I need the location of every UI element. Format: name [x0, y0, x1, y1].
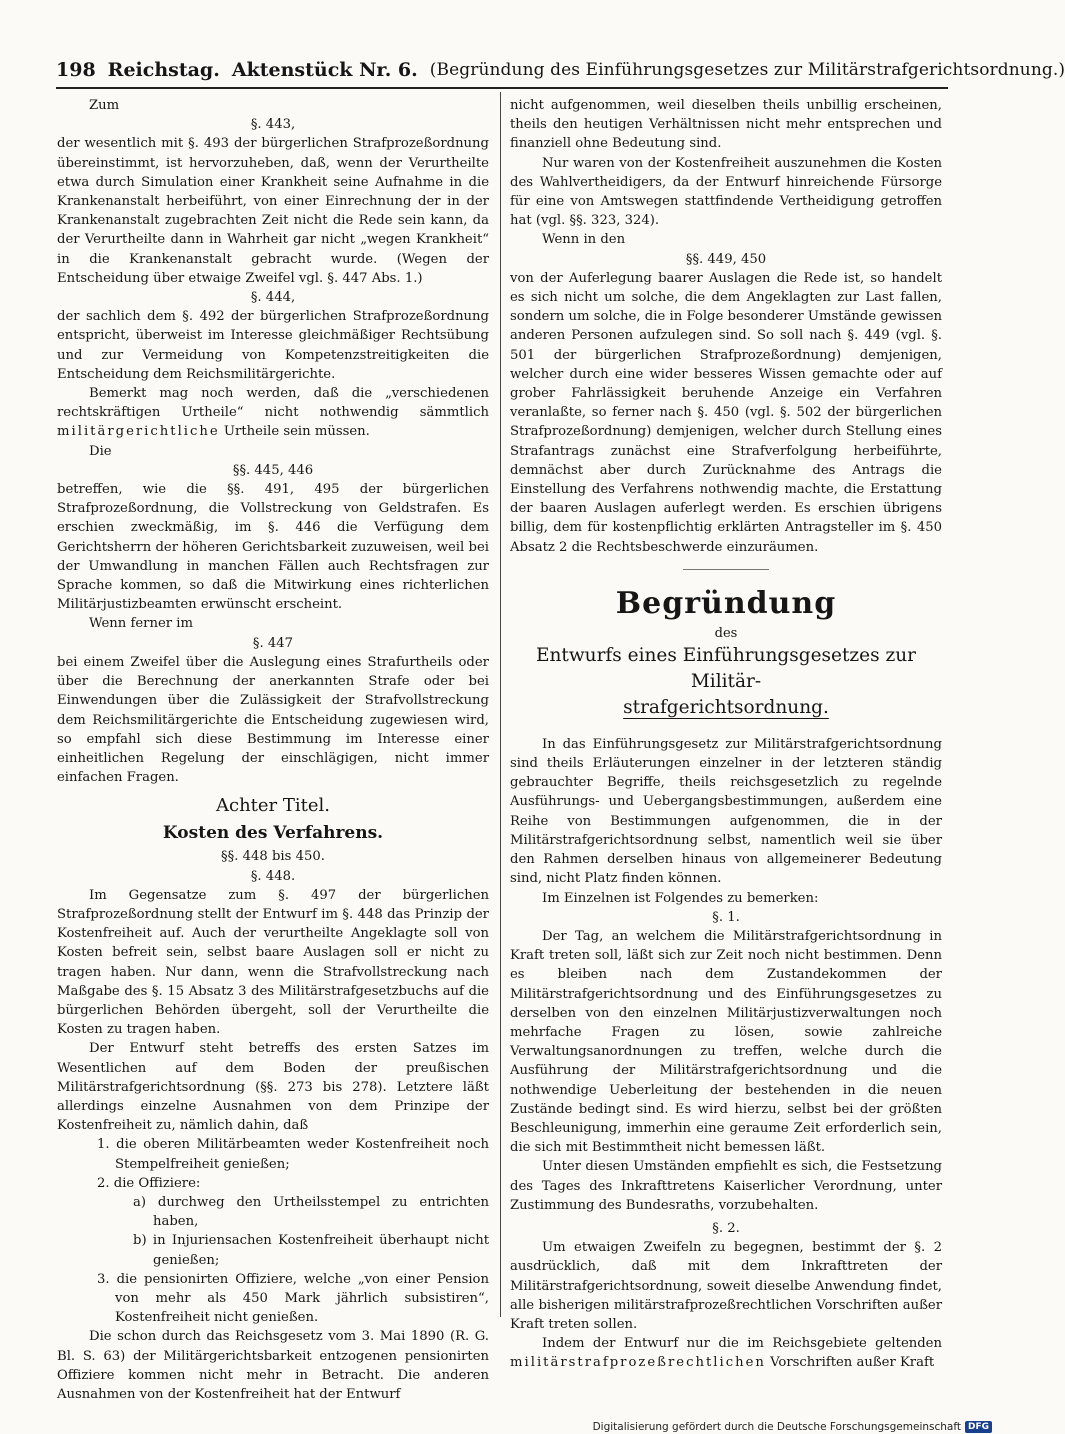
- sub-list-item: a) durchweg den Urtheilsstempel zu entrichten haben,: [133, 1194, 489, 1230]
- digitization-footer: [593, 1420, 992, 1434]
- document-number: Aktenstück Nr. 6.: [231, 59, 418, 81]
- list-item: 2. die Offiziere:: [97, 1175, 201, 1191]
- section-1-heading: §. 1.: [712, 909, 740, 925]
- paragraph-449-intro: Wenn in den: [542, 232, 626, 248]
- publication-name: Reichstag.: [107, 59, 220, 81]
- title-article: des: [714, 625, 738, 641]
- paragraph-443-intro: Zum: [89, 98, 120, 113]
- paragraph-448b: Der Entwurf steht betreffs des ersten Satzes im Wesentlichen auf dem Boden der preußischen Militärstrafgerichtsordnung (§§. 273 bis 278). Letztere läßt allerdings einzelne Ausnahmen von dem Prinzipe der Kostenfreiheit zu, nämlich dahin, daß: [57, 1041, 489, 1134]
- paragraph-intro-1: In das Einführungsgesetz zur Militärstrafgerichtsordnung sind theils Erläuterungen einzelner in der letzteren ständig gebrauchter Begriffe, theils reichsgesetzlich zu regelnde Ausführungs- und Uebergangsbestimmungen, außerdem eine Reihe von Bestimmungen aufgenommen, die in der Militärstrafgerichtsordnung selbst, namentlich weil sie über den Rahmen derselben hinaus von allgemeinerer Bedeutung sind, nicht Platz finden können.: [510, 736, 942, 887]
- paragraph-445-intro: Die: [89, 443, 112, 459]
- title-8-subheading: Kosten des Verfahrens.: [162, 823, 384, 844]
- section-444-heading: §. 444,: [250, 290, 296, 306]
- section-445-heading: §§. 445, 446: [232, 462, 314, 478]
- exceptions-list: [57, 1135, 489, 1327]
- left-column: [57, 96, 489, 1404]
- paragraph-447: bei einem Zweifel über die Auslegung eines Strafurtheils oder über die Berechnung der anerkannten Strafe oder bei Einwendungen über die Zulässigkeit der Strafvollstreckung dem Reichsmilitärgerichte die Entscheidung zugewiesen wird, so empfahl sich diese Bestimmung im Interesse einer einheitlichen Regelung der einschlägigen, nicht immer einfachen Fragen.: [57, 654, 489, 786]
- paragraph-s2b: Indem der Entwurf nur die im Reichsgebiete geltenden militärstrafprozeßrechtlichen Vorschriften außer Kraft: [510, 1336, 942, 1371]
- dfg-logo: DFG: [965, 1421, 992, 1433]
- list-item: 1. die oberen Militärbeamten weder Kostenfreiheit noch Stempelfreiheit genießen;: [97, 1137, 489, 1172]
- paragraph-444: der sachlich dem §. 492 der bürgerlichen Strafprozeßordnung entspricht, überweist im Interesse gleichmäßiger Rechtsübung und zur Vermeidung von Kompetenzstreitigkeiten die Entscheidung dem Reichsmilitärgerichte.: [57, 309, 489, 382]
- title-8-heading: Achter Titel.: [215, 795, 330, 817]
- paragraph-defense-costs: Nur waren von der Kostenfreiheit auszunehmen die Kosten des Wahlvertheidigers, da der Entwurf hinreichende Fürsorge für eine von Amtswegen stattfindende Vertheidigung getroffen hat (vgl. §§. 323, 324).: [510, 155, 942, 229]
- paragraph-447-intro: Wenn ferner im: [89, 616, 193, 632]
- sub-list-item: b) in Injuriensachen Kostenfreiheit überhaupt nicht genießen;: [133, 1233, 489, 1268]
- section-448-heading: §. 448.: [250, 868, 296, 884]
- section-447-heading: §. 447: [252, 635, 294, 651]
- paragraph-s1a: Der Tag, an welchem die Militärstrafgerichtsordnung in Kraft treten soll, läßt sich zur Zeit noch nicht bestimmen. Denn es bleiben nach dem Zustandekommen der Militärstrafgerichtsordnung und des Einführungsgesetzes zu derselben von den einzelnen Militärjustizverwaltungen noch mehrfache Fragen zu lösen, sowie zahlreiche Verwaltungsanordnungen zu treffen, welche durch die Ausführung der Militärstrafgerichtsordnung und die nothwendige Ueberleitung der bestehenden in die neuen Zustände bedingt sind. Es wird hierzu, selbst bei der größten Beschleunigung, immerhin eine geraume Zeit erforderlich sein, die sich mit Bestimmtheit nicht bemessen läßt.: [510, 928, 942, 1156]
- right-column: [510, 96, 942, 1373]
- list-item: 3. die pensionirten Offiziere, welche „von einer Pension von mehr als 450 Mark jährlich subsistiren“, Kostenfreiheit nicht genießen.: [97, 1271, 489, 1326]
- column-divider: [500, 92, 501, 1317]
- paragraph-444b: Bemerkt mag noch werden, daß die „verschiedenen rechtskräftigen Urtheile“ nicht nothwendig sämmtlich militärgerichtliche Urtheile sein müssen.: [57, 386, 489, 440]
- page-number: 198: [56, 59, 96, 81]
- page-header: [56, 55, 1065, 85]
- subtitle-line-2: strafgerichtsordnung.: [623, 696, 829, 718]
- paragraph-448c: Die schon durch das Reichsgesetz vom 3. Mai 1890 (R. G. Bl. S. 63) der Militärgerichtsbarkeit entzogenen pensionirten Offiziere kommen nicht mehr in Betracht. Die anderen Ausnahmen von der Kostenfreiheit hat der Entwurf: [57, 1329, 489, 1402]
- paragraph-443: der wesentlich mit §. 493 der bürgerlichen Strafprozeßordnung übereinstimmt, ist hervorzuheben, daß, wenn der Verurtheilte etwa durch Simulation einer Krankheit seine Aufnahme in die Krankenanstalt herbeiführt, von einer Einrechnung der in der Krankenanstalt zugebrachten Zeit nicht die Rede sein kann, da der Verurtheilte dann in Wahrheit gar nicht „wegen Krankheit“ in die Krankenanstalt gebracht wurde. (Wegen der Entscheidung über etwaige Zweifel vgl. §. 447 Abs. 1.): [57, 136, 489, 286]
- section-448-450-heading: §§. 448 bis 450.: [221, 849, 325, 865]
- paragraph-448a: Im Gegensatze zum §. 497 der bürgerlichen Strafprozeßordnung stellt der Entwurf im §. 448 das Prinzip der Kostenfreiheit auf. Auch der verurtheilte Angeklagte soll von Kosten befreit sein, selbst baare Auslagen soll er nicht zu tragen haben. Nur dann, wenn die Strafvollstreckung nach Maßgabe des §. 15 Absatz 3 des Militärstrafgesetzbuchs auf die bürgerlichen Behörden übergeht, soll der Verurtheilte die Kosten zu tragen haben.: [57, 887, 489, 1038]
- main-title: Begründung: [615, 585, 837, 621]
- running-title: (Begründung des Einführungsgesetzes zur Militärstrafgerichtsordnung.): [429, 60, 1065, 80]
- footer-text: Digitalisierung gefördert durch die Deutsche Forschungsgemeinschaft: [592, 1421, 961, 1433]
- paragraph-s1b: Unter diesen Umständen empfiehlt es sich, die Festsetzung des Tages des Inkrafttretens Kaiserlicher Verordnung, unter Zustimmung des Bundesraths, vorzubehalten.: [510, 1159, 942, 1213]
- subtitle-line-1: Entwurfs eines Einführungsgesetzes zur Militär-: [535, 644, 917, 692]
- section-449-heading: §§. 449, 450: [685, 251, 767, 267]
- paragraph-449: von der Auferlegung baarer Auslagen die Rede ist, so handelt es sich nicht um solche, die dem Angeklagten zur Last fallen, sondern um solche, die in Folge besonderer Umstände gewissen anderen Personen aufzulegen sind. So soll nach §. 449 (vgl. §. 501 der bürgerlichen Strafprozeßordnung) demjenigen, welcher durch eine wider besseres Wissen gemachte oder auf grober Fahrlässigkeit beruhende Anzeige ein Verfahren veranlaßte, so ferner nach §. 450 (vgl. §. 502 der bürgerlichen Strafprozeßordnung) demjenigen, welcher durch Stellung eines Strafantrags zunächst eine Strafverfolgung herbeiführte, demnächst aber durch Zurücknahme des Antrags die Einstellung des Verfahrens nothwendig machte, die Erstattung der baaren Auslagen auferlegt werden. Es erschien übrigens billig, dem für kostenpflichtig erklärten Antragsteller im §. 450 Absatz 2 die Rechtsbeschwerde einzuräumen.: [510, 270, 942, 555]
- paragraph-intro-2: Im Einzelnen ist Folgendes zu bemerken:: [542, 890, 819, 906]
- section-separator: [683, 569, 769, 570]
- paragraph-continued: nicht aufgenommen, weil dieselben theils unbillig erscheinen, theils den heutigen Verhältnissen nicht mehr entsprechen und finanziell ohne Bedeutung sind.: [510, 98, 942, 152]
- header-rule: [56, 87, 948, 89]
- section-2-heading: §. 2.: [712, 1220, 740, 1236]
- paragraph-445: betreffen, wie die §§. 491, 495 der bürgerlichen Strafprozeßordnung, die Vollstreckung von Geldstrafen. Es erschien zweckmäßig, im §. 446 die Verfügung dem Gerichtsherrn der höheren Gerichtsbarkeit zuzuweisen, weil bei der Umwandlung in manchen Fällen auch Rechtsfragen zur Sprache kommen, so daß die Mitwirkung eines richterlichen Militärjustizbeamten erwünscht erscheint.: [57, 482, 489, 613]
- section-443-heading: §. 443,: [250, 117, 296, 133]
- paragraph-s2a: Um etwaigen Zweifeln zu begegnen, bestimmt der §. 2 ausdrücklich, daß mit dem Inkrafttreten der Militärstrafgerichtsordnung, soweit dieselbe Anwendung findet, alle bisherigen militärstrafprozeßrechtlichen Vorschriften außer Kraft treten sollen.: [510, 1240, 942, 1332]
